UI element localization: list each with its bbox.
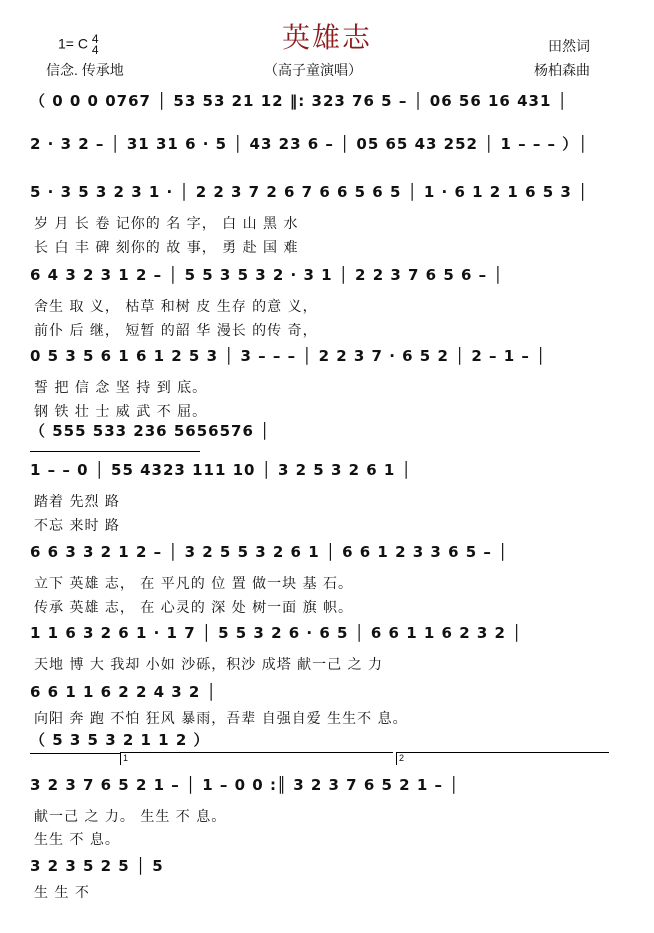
notation-line: 1 – – 0 │ 55 4323 111 10 │ 3 2 5 3 2 6 1 │: [30, 461, 412, 479]
lyric-line: 誓 把 信 念 坚 持 到 底。: [34, 380, 208, 396]
lyricist-label: 田然词: [548, 38, 590, 54]
key-signature: [58, 34, 99, 56]
lyric-line: 钢 铁 壮 士 威 武 不 屈。: [34, 404, 208, 420]
notation-line: 3 2 3 7 6 5 2 1 – │ 1 – 0 0 :║ 3 2 3 7 6 5 2 1 – │: [30, 776, 460, 794]
performer-label: （高子童演唱）: [264, 62, 362, 78]
notation-line: 5 · 3 5 3 2 3 1 · │ 2 2 3 7 2 6 7 6 6 5 6 5 │ 1 · 6 1 2 1 6 5 3 │: [30, 183, 589, 201]
theme-label: 信念. 传承地: [46, 62, 124, 78]
notation-line: 6 6 1 1 6 2 2 4 3 2 │: [30, 683, 217, 701]
song-title: 英雄志: [281, 21, 372, 54]
lyric-line: 传承 英雄 志， 在 心灵的 深 处 树一面 旗 帜。: [34, 600, 354, 616]
composer-label: 杨柏森曲: [534, 62, 590, 78]
lyric-line: 前仆 后 继， 短暂 的韶 华 漫长 的传 奇，: [34, 323, 318, 339]
lyric-line: 立下 英雄 志， 在 平凡的 位 置 做一块 基 石。: [34, 576, 354, 592]
lyric-line: 岁 月 长 卷 记你的 名 字， 白 山 黑 水: [34, 216, 299, 232]
notation-line: （ 555 533 236 5656576 │: [30, 422, 271, 440]
notation-line: （ 5 3 5 3 2 1 1 2 ）: [30, 731, 210, 749]
lyric-line: 生 生 不: [34, 885, 90, 901]
notation-line: 0 5 3 5 6 1 6 1 2 5 3 │ 3 – – – │ 2 2 3 7 · 6 5 2 │ 2 – 1 – │: [30, 347, 547, 365]
key-label: 1= C: [58, 35, 88, 52]
lyric-line: 长 白 丰 碑 刻你的 故 事， 勇 赴 国 难: [34, 240, 299, 256]
lyric-line: 天地 博 大 我却 小如 沙砾，积沙 成塔 献一己 之 力: [34, 657, 384, 673]
staff-rule: [30, 753, 120, 754]
notation-line: 6 4 3 2 3 1 2 – │ 5 5 3 5 3 2 · 3 1 │ 2 2 3 7 6 5 6 – │: [30, 266, 504, 284]
notation-line: 3 2 3 5 2 5 │ 5: [30, 857, 164, 875]
volta-second: 2: [396, 752, 609, 765]
volta-first: 1: [120, 752, 393, 765]
staff-rule: [30, 451, 200, 452]
notation-line: 2 · 3 2 – │ 31 31 6 · 5 │ 43 23 6 – │ 05 65 43 252 │ 1 – – – ）│: [30, 135, 589, 153]
lyric-line: 不忘 来时 路: [34, 518, 120, 534]
time-signature: [92, 34, 99, 56]
lyric-line: 献一己 之 力。 生生 不 息。: [34, 809, 227, 825]
lyric-line: 舍生 取 义， 枯草 和树 皮 生存 的意 义，: [34, 299, 318, 315]
lyric-line: 生生 不 息。: [34, 832, 120, 848]
notation-line: 1 1 6 3 2 6 1 · 1 7 │ 5 5 3 2 6 · 6 5 │ 6 6 1 1 6 2 3 2 │: [30, 624, 523, 642]
lyric-line: 踏着 先烈 路: [34, 494, 120, 510]
time-bottom: 4: [91, 43, 99, 57]
notation-line: （ 0 0 0 0767 │ 53 53 21 12 ‖: 323 76 5 – │ 06 56 16 431 │: [30, 92, 568, 110]
notation-line: 6 6 3 3 2 1 2 – │ 3 2 5 5 3 2 6 1 │ 6 6 1 2 3 3 6 5 – │: [30, 543, 509, 561]
time-top: 4: [91, 32, 99, 46]
lyric-line: 向阳 奔 跑 不怕 狂风 暴雨，吾辈 自强自爱 生生不 息。: [34, 711, 408, 727]
